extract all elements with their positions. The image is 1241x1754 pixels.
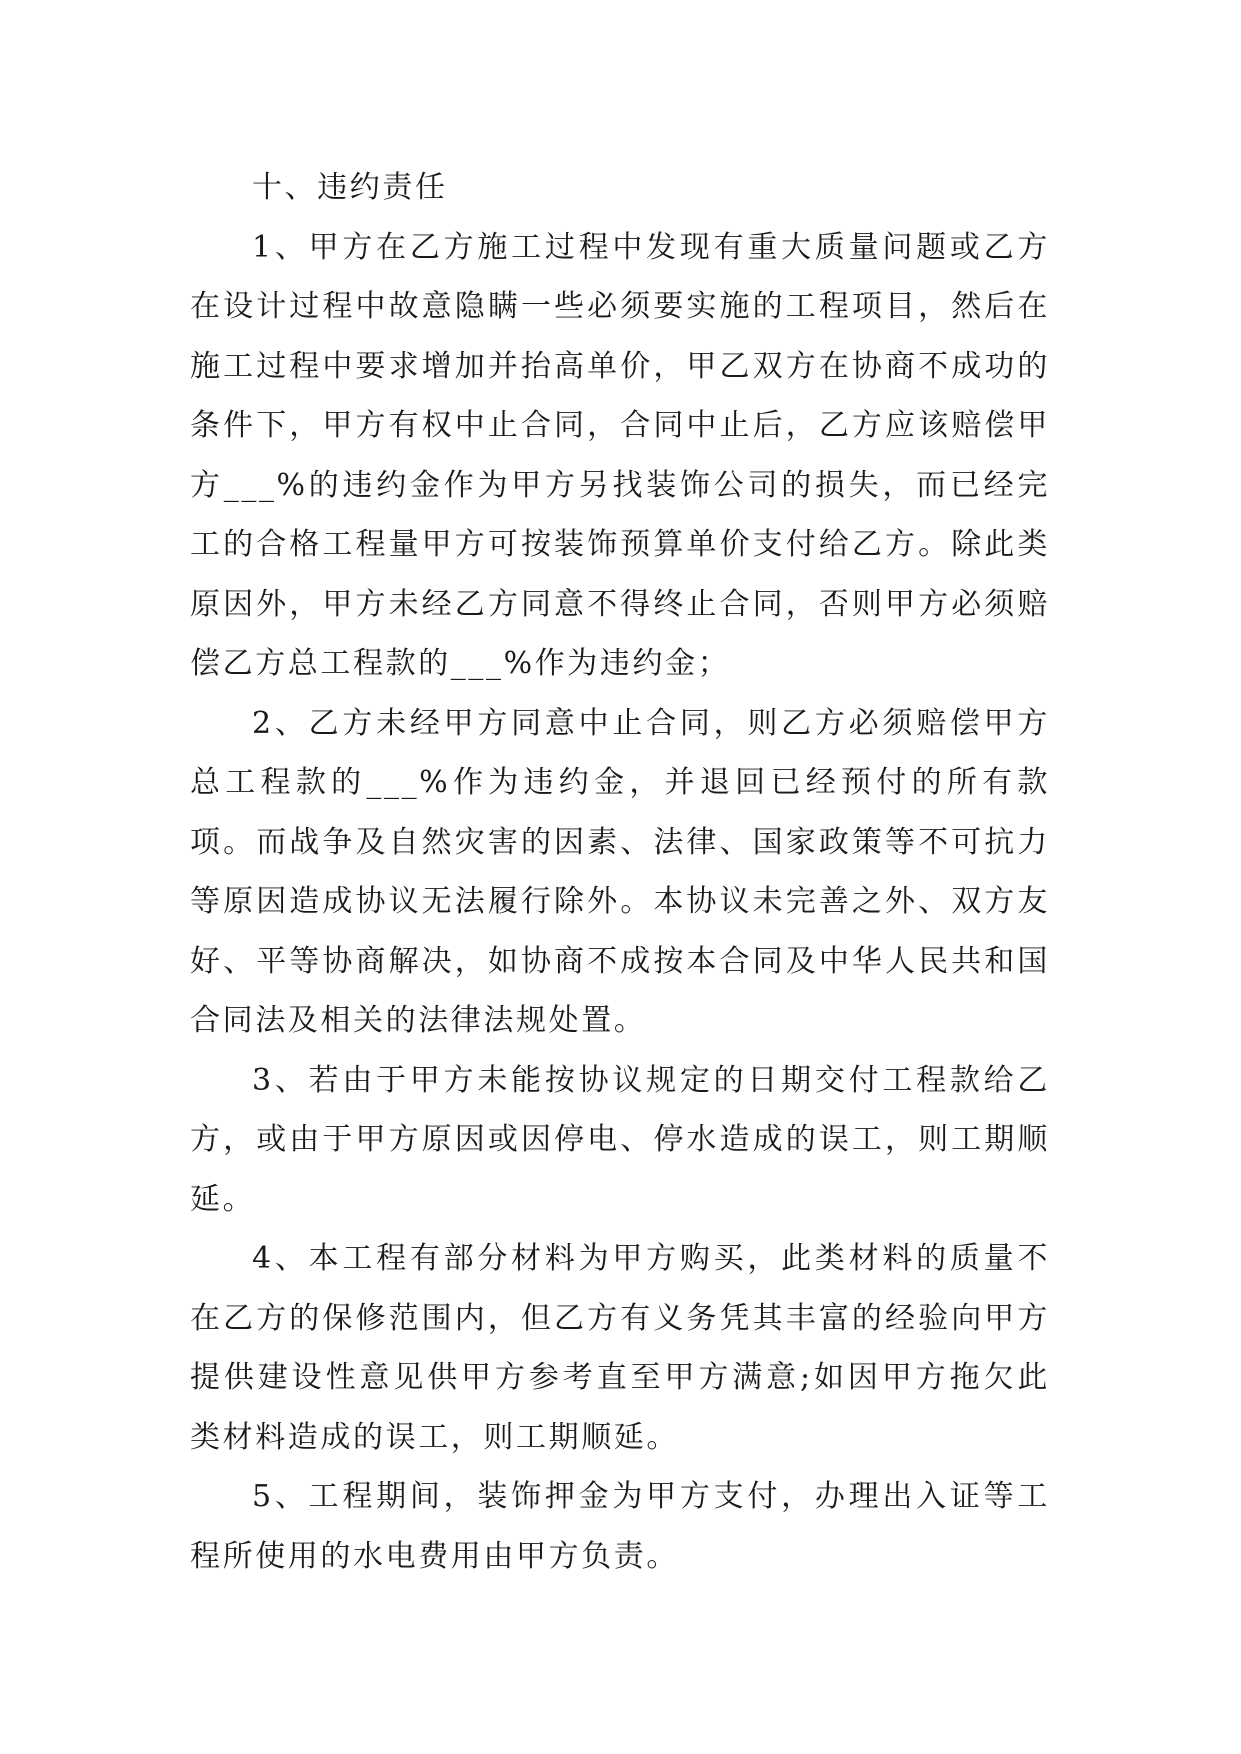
document-body	[190, 158, 1050, 1586]
clause-5: 5、工程期间，装饰押金为甲方支付，办理出入证等工程所使用的水电费用由甲方负责。	[190, 1479, 1050, 1574]
section-heading: 十、违约责任	[252, 170, 448, 205]
clause-3: 3、若由于甲方未能按协议规定的日期交付工程款给乙方，或由于甲方原因或因停电、停水造成的误工，则工期顺延。	[190, 1062, 1050, 1217]
clause-2: 2、乙方未经甲方同意中止合同，则乙方必须赔偿甲方总工程款的___%作为违约金，并退回已经预付的所有款项。而战争及自然灾害的因素、法律、国家政策等不可抗力等原因造成协议无法履行除外。本协议未完善之外、双方友好、平等协商解决，如协商不成按本合同及中华人民共和国合同法及相关的法律法规处置。	[190, 705, 1050, 1038]
clause-4: 4、本工程有部分材料为甲方购买，此类材料的质量不在乙方的保修范围内，但乙方有义务凭其丰富的经验向甲方提供建设性意见供甲方参考直至甲方满意;如因甲方拖欠此类材料造成的误工，则工期顺延。	[190, 1241, 1050, 1455]
clause-1: 1、甲方在乙方施工过程中发现有重大质量问题或乙方在设计过程中故意隐瞒一些必须要实施的工程项目，然后在施工过程中要求增加并抬高单价，甲乙双方在协商不成功的条件下，甲方有权中止合同，合同中止后，乙方应该赔偿甲方___%的违约金作为甲方另找装饰公司的损失，而已经完工的合格工程量甲方可按装饰预算单价支付给乙方。除此类原因外，甲方未经乙方同意不得终止合同，否则甲方必须赔偿乙方总工程款的___%作为违约金；	[190, 229, 1050, 681]
